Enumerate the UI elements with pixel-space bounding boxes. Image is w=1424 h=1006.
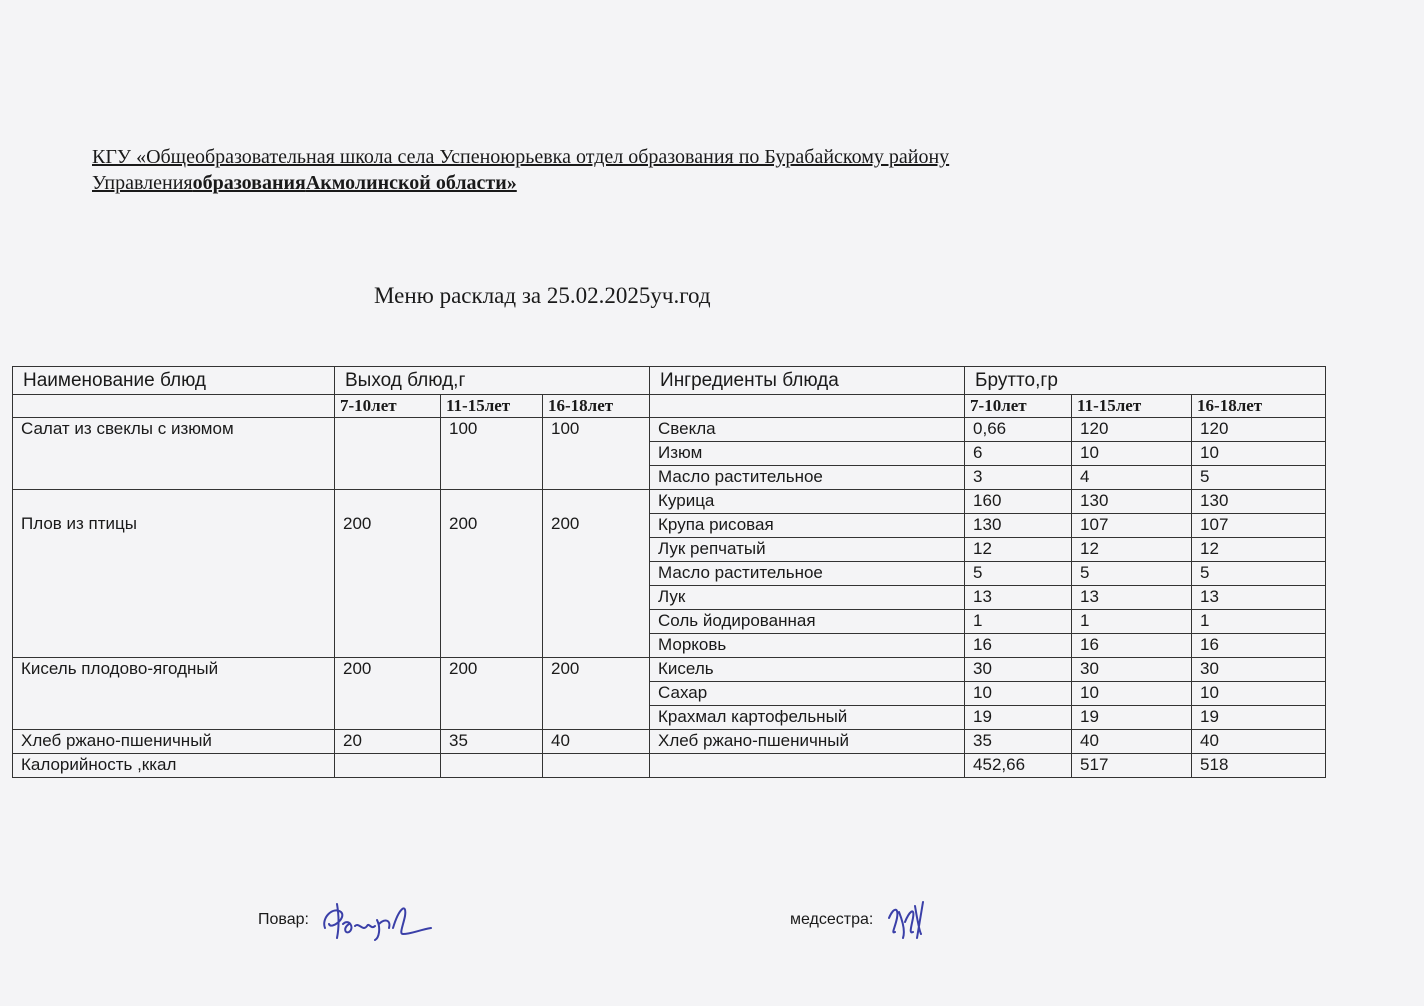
ingredient-gross: 3 [965, 466, 1072, 490]
dish-yield: 100 [441, 418, 543, 490]
ingredient-gross: 12 [965, 538, 1072, 562]
table-row [13, 418, 1326, 442]
gross-age-16-18: 16-18лет [1192, 395, 1326, 418]
ingredient-gross: 107 [1072, 514, 1192, 538]
dish-yield: 35 [441, 730, 543, 754]
dish-yield: 20 [335, 730, 441, 754]
gross-age-11-15: 11-15лет [1072, 395, 1192, 418]
gross-age-7-10: 7-10лет [965, 395, 1072, 418]
ingredient-gross: 19 [1192, 706, 1326, 730]
table-row [13, 730, 1326, 754]
dish-yield: 40 [543, 730, 650, 754]
nurse-signature [883, 898, 933, 942]
nurse-signature-block [790, 898, 933, 942]
dish-yield: 200 [441, 658, 543, 730]
ingredient-gross: 0,66 [965, 418, 1072, 442]
table-row [13, 658, 1326, 682]
ingredient-gross: 130 [965, 514, 1072, 538]
dish-yield: 200 [335, 490, 441, 658]
calories-empty-cell [543, 754, 650, 778]
ingredient-gross: 1 [1072, 610, 1192, 634]
ingredient-gross: 160 [965, 490, 1072, 514]
ingredient-name: Крупа рисовая [650, 514, 965, 538]
ingredient-name: Свекла [650, 418, 965, 442]
yield-age-16-18: 16-18лет [543, 395, 650, 418]
header-line-2 [92, 170, 1192, 196]
ingredient-name: Курица [650, 490, 965, 514]
header-ingredients: Ингредиенты блюда [650, 367, 965, 395]
ingredient-gross: 30 [1192, 658, 1326, 682]
calories-label: Калорийность ,ккал [13, 754, 335, 778]
yield-age-11-15: 11-15лет [441, 395, 543, 418]
calories-value: 452,66 [965, 754, 1072, 778]
ingredient-gross: 5 [965, 562, 1072, 586]
ingredient-name: Лук репчатый [650, 538, 965, 562]
ingredient-name: Крахмал картофельный [650, 706, 965, 730]
header-line-1: КГУ «Общеобразовательная школа села Успеноюрьевка отдел образования по Бурабайскому району [92, 146, 950, 168]
cook-signature-block [258, 898, 439, 942]
header-yield: Выход блюд,г [335, 367, 650, 395]
header-line-2-part-c: Акмолинской области» [305, 172, 517, 194]
cook-signature [319, 898, 439, 942]
age-spacer-ingredients [650, 395, 965, 418]
dish-yield [335, 418, 441, 490]
page-title: Меню расклад за 25.02.2025уч.год [374, 283, 711, 308]
dish-yield: 200 [335, 658, 441, 730]
age-spacer [13, 395, 335, 418]
ingredient-gross: 1 [1192, 610, 1326, 634]
calories-empty-cell [441, 754, 543, 778]
ingredient-gross: 120 [1192, 418, 1326, 442]
ingredient-name: Морковь [650, 634, 965, 658]
dish-yield: 200 [441, 490, 543, 658]
header-line-2-part-b: образования [192, 172, 306, 194]
calories-empty-ingredient [650, 754, 965, 778]
ingredient-name: Хлеб ржано-пшеничный [650, 730, 965, 754]
header-line-2-part-a: Управления [92, 172, 193, 194]
ingredient-name: Изюм [650, 442, 965, 466]
table-row [13, 490, 1326, 514]
ingredient-name: Кисель [650, 658, 965, 682]
ingredient-gross: 107 [1192, 514, 1326, 538]
age-groups-row [13, 395, 1326, 418]
ingredient-gross: 12 [1192, 538, 1326, 562]
ingredient-gross: 10 [1192, 442, 1326, 466]
calories-value: 518 [1192, 754, 1326, 778]
table-header-row [13, 367, 1326, 395]
ingredient-gross: 13 [1072, 586, 1192, 610]
dish-name: Салат из свеклы с изюмом [13, 418, 335, 490]
ingredient-gross: 5 [1192, 466, 1326, 490]
ingredient-gross: 16 [1192, 634, 1326, 658]
ingredient-gross: 40 [1072, 730, 1192, 754]
calories-empty-cell [335, 754, 441, 778]
ingredient-gross: 12 [1072, 538, 1192, 562]
ingredient-gross: 13 [1192, 586, 1326, 610]
ingredient-gross: 10 [1192, 682, 1326, 706]
yield-age-7-10: 7-10лет [335, 395, 441, 418]
ingredient-gross: 4 [1072, 466, 1192, 490]
ingredient-gross: 19 [965, 706, 1072, 730]
ingredient-gross: 35 [965, 730, 1072, 754]
cook-label: Повар: [258, 911, 309, 928]
dish-yield: 200 [543, 490, 650, 658]
ingredient-gross: 40 [1192, 730, 1326, 754]
ingredient-name: Масло растительное [650, 466, 965, 490]
dish-name: Кисель плодово-ягодный [13, 658, 335, 730]
ingredient-name: Сахар [650, 682, 965, 706]
ingredient-name: Масло растительное [650, 562, 965, 586]
menu-table [12, 366, 1326, 778]
header-gross: Брутто,гр [965, 367, 1326, 395]
ingredient-gross: 5 [1072, 562, 1192, 586]
ingredient-gross: 130 [1072, 490, 1192, 514]
header-dish-name: Наименование блюд [13, 367, 335, 395]
ingredient-gross: 16 [965, 634, 1072, 658]
ingredient-gross: 10 [1072, 682, 1192, 706]
ingredient-gross: 120 [1072, 418, 1192, 442]
calories-row [13, 754, 1326, 778]
dish-yield: 200 [543, 658, 650, 730]
ingredient-gross: 1 [965, 610, 1072, 634]
ingredient-name: Лук [650, 586, 965, 610]
dish-name: Хлеб ржано-пшеничный [13, 730, 335, 754]
ingredient-name: Соль йодированная [650, 610, 965, 634]
ingredient-gross: 19 [1072, 706, 1192, 730]
ingredient-gross: 30 [965, 658, 1072, 682]
calories-value: 517 [1072, 754, 1192, 778]
ingredient-gross: 130 [1192, 490, 1326, 514]
ingredient-gross: 13 [965, 586, 1072, 610]
ingredient-gross: 30 [1072, 658, 1192, 682]
school-header [92, 144, 1192, 196]
ingredient-gross: 6 [965, 442, 1072, 466]
nurse-label: медсестра: [790, 911, 874, 928]
dish-yield: 100 [543, 418, 650, 490]
ingredient-gross: 16 [1072, 634, 1192, 658]
ingredient-gross: 10 [1072, 442, 1192, 466]
ingredient-gross: 10 [965, 682, 1072, 706]
dish-name: Плов из птицы [13, 490, 335, 658]
ingredient-gross: 5 [1192, 562, 1326, 586]
